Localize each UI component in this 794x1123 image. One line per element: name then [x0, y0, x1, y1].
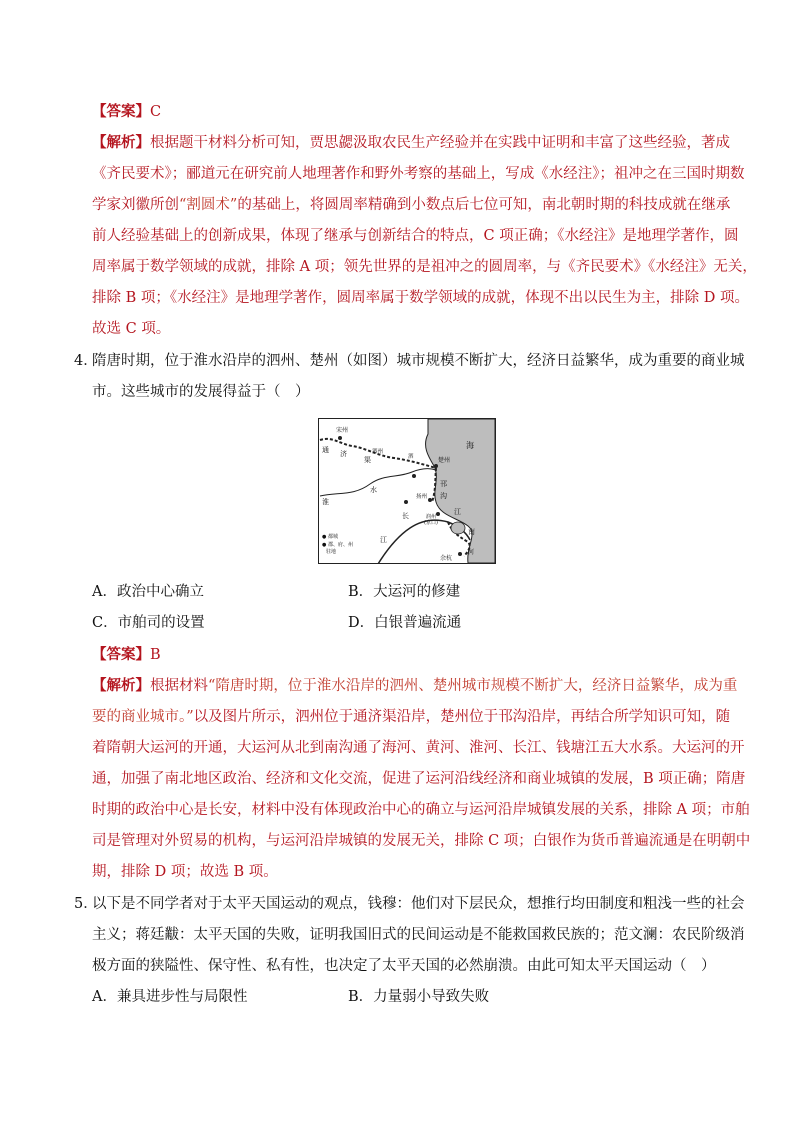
- label-huai: 淮: [322, 498, 329, 506]
- city-dot-chuzhou: [434, 464, 438, 468]
- label-tong: 通: [322, 446, 329, 454]
- q5-stem-line-1: 以下是不同学者对于太平天国运动的观点，钱穆：他们对下层民众，想推行均田制度和粗浅一些的社会: [92, 896, 745, 912]
- label-qu: 渠: [364, 456, 371, 464]
- label-jingkou: (京口): [424, 520, 438, 526]
- q3-analysis-line-5: 周率属于数学领域的成就，排除 A 项；领先世界的是祖冲之的圆周率，与《齐民要术》《水经注》无关，: [92, 259, 757, 275]
- answer-value: B: [150, 647, 161, 663]
- label-ji: 济: [340, 450, 347, 458]
- label-sizhou-small: 泗州: [372, 449, 384, 455]
- q3-analysis-line-2: 《齐民要术》；郦道元在研究前人地理著作和野外考察的基础上，写成《水经注》；祖冲之在三国时期数: [92, 166, 745, 182]
- label-gou: 沟: [440, 492, 447, 500]
- answer-value: C: [150, 104, 162, 120]
- label-yangzhou: 扬州: [416, 494, 428, 500]
- q4-option-c[interactable]: C．市舶司的设置: [92, 615, 205, 631]
- label-chang: 长: [402, 512, 409, 520]
- q3-analysis-line-7: 故选 C 项。: [92, 321, 171, 337]
- legend-prefecture: ● 郡、府、州: [322, 542, 353, 548]
- answer-tag: 【答案】: [92, 646, 150, 663]
- q5-number: 5．: [74, 896, 98, 912]
- label-nan: 南: [468, 528, 475, 536]
- q3-analysis-line-1: 【解析】根据题干材料分析可知，贾思勰汲取农民生产经验并在实践中证明和丰富了这些经验，著成: [92, 134, 730, 151]
- analysis-tag: 【解析】: [92, 134, 150, 151]
- q4-analysis-line-7: 期，排除 D 项；故选 B 项。: [92, 864, 278, 880]
- label-chuzhou: 楚州: [438, 457, 451, 464]
- city-dot-runzhou: [436, 512, 440, 516]
- q3-analysis-line-4: 前人经验基础上的创新成果，体现了继承与创新结合的特点，C 项正确；《水经注》是地理学著作，圆: [92, 228, 739, 244]
- q4-analysis-line-6: 司是管理对外贸易的机构，与运河沿岸城镇的发展无关，排除 C 项；白银作为货币普遍流通是在明朝中: [92, 833, 751, 849]
- city-dot-yangzhou: [428, 498, 432, 502]
- q4-option-b[interactable]: B．大运河的修建: [348, 584, 461, 600]
- legend-seat: 驻地: [326, 549, 337, 555]
- q3-answer: [92, 102, 161, 122]
- label-runzhou: 润州: [426, 514, 437, 520]
- q4-analysis-line-1: 【解析】根据材料“隋唐时期，位于淮水沿岸的泗州、楚州城市规模不断扩大，经济日益繁华，成为重: [92, 677, 738, 694]
- city-dot-unnamed: [404, 500, 408, 504]
- label-siz2: 泗: [408, 454, 414, 460]
- label-jiang-left: 江: [380, 536, 387, 544]
- q3-analysis-line-3: 学家刘徽所创“割圆术”的基础上，将圆周率精确到小数点后七位可知，南北朝时期的科技成就在继承: [92, 197, 731, 213]
- city-dot-yuhang: [458, 552, 462, 556]
- q4-analysis-line-5: 时期的政治中心是长安，材料中没有体现政治中心的确立与运河沿岸城镇发展的关系，排除 A 项；市舶: [92, 802, 750, 818]
- q3-analysis-line-6: 排除 B 项；《水经注》是地理学著作，圆周率属于数学领域的成就，体现不出以民生为主，排除 D 项。: [92, 290, 749, 306]
- q4-option-a[interactable]: A．政治中心确立: [92, 584, 204, 600]
- q4-analysis-line-2: 要的商业城市。”以及图片所示，泗州位于通济渠沿岸，楚州位于邗沟沿岸，再结合所学知识可知，随: [92, 709, 731, 725]
- grand-canal-map: [318, 418, 496, 564]
- analysis-tag: 【解析】: [92, 677, 150, 694]
- legend-capital: ● 都城: [322, 534, 338, 540]
- q4-analysis-line-3: 着隋朝大运河的开通，大运河从北到南沟通了海河、黄河、淮河、长江、钱塘江五大水系。大运河的开: [92, 740, 745, 756]
- label-han: 邗: [440, 480, 447, 488]
- q5-stem-line-3: 极方面的狭隘性、保守性、私有性，也决定了太平天国的必然崩溃。由此可知太平天国运动（ ）: [92, 958, 716, 974]
- q5-option-a[interactable]: A．兼具进步性与局限性: [92, 989, 248, 1005]
- q4-option-d[interactable]: D．白银普遍流通: [348, 615, 462, 631]
- label-sea: 海: [466, 441, 474, 450]
- city-dot-sizhou: [412, 474, 416, 478]
- q5-stem-line-2: 主义；蒋廷黻：太平天国的失败，证明我国旧式的民间运动是不能救国救民族的；范文澜：农民阶级消: [92, 927, 745, 943]
- label-he: 河: [468, 549, 475, 556]
- label-shui: 水: [370, 486, 377, 494]
- label-yuhang: 余杭: [440, 555, 453, 562]
- q4-analysis-line-4: 通，加强了南北地区政治、经济和文化交流，促进了运河沿线经济和商业城镇的发展，B 项正确；隋唐: [92, 771, 746, 787]
- q5-option-b[interactable]: B．力量弱小导致失败: [348, 989, 490, 1005]
- q4-number: 4．: [74, 353, 98, 369]
- q4-stem-line-1: 隋唐时期，位于淮水沿岸的泗州、楚州（如图）城市规模不断扩大，经济日益繁华，成为重要的商业城: [92, 353, 745, 369]
- q4-stem-line-2: 市。这些城市的发展得益于（ ）: [92, 384, 310, 400]
- label-jiang-right: 江: [454, 508, 461, 516]
- label-songzhou: 宋州: [336, 427, 349, 434]
- lake: [451, 522, 465, 534]
- answer-tag: 【答案】: [92, 103, 150, 120]
- city-dot-songzhou: [338, 436, 342, 440]
- q4-answer: [92, 645, 161, 665]
